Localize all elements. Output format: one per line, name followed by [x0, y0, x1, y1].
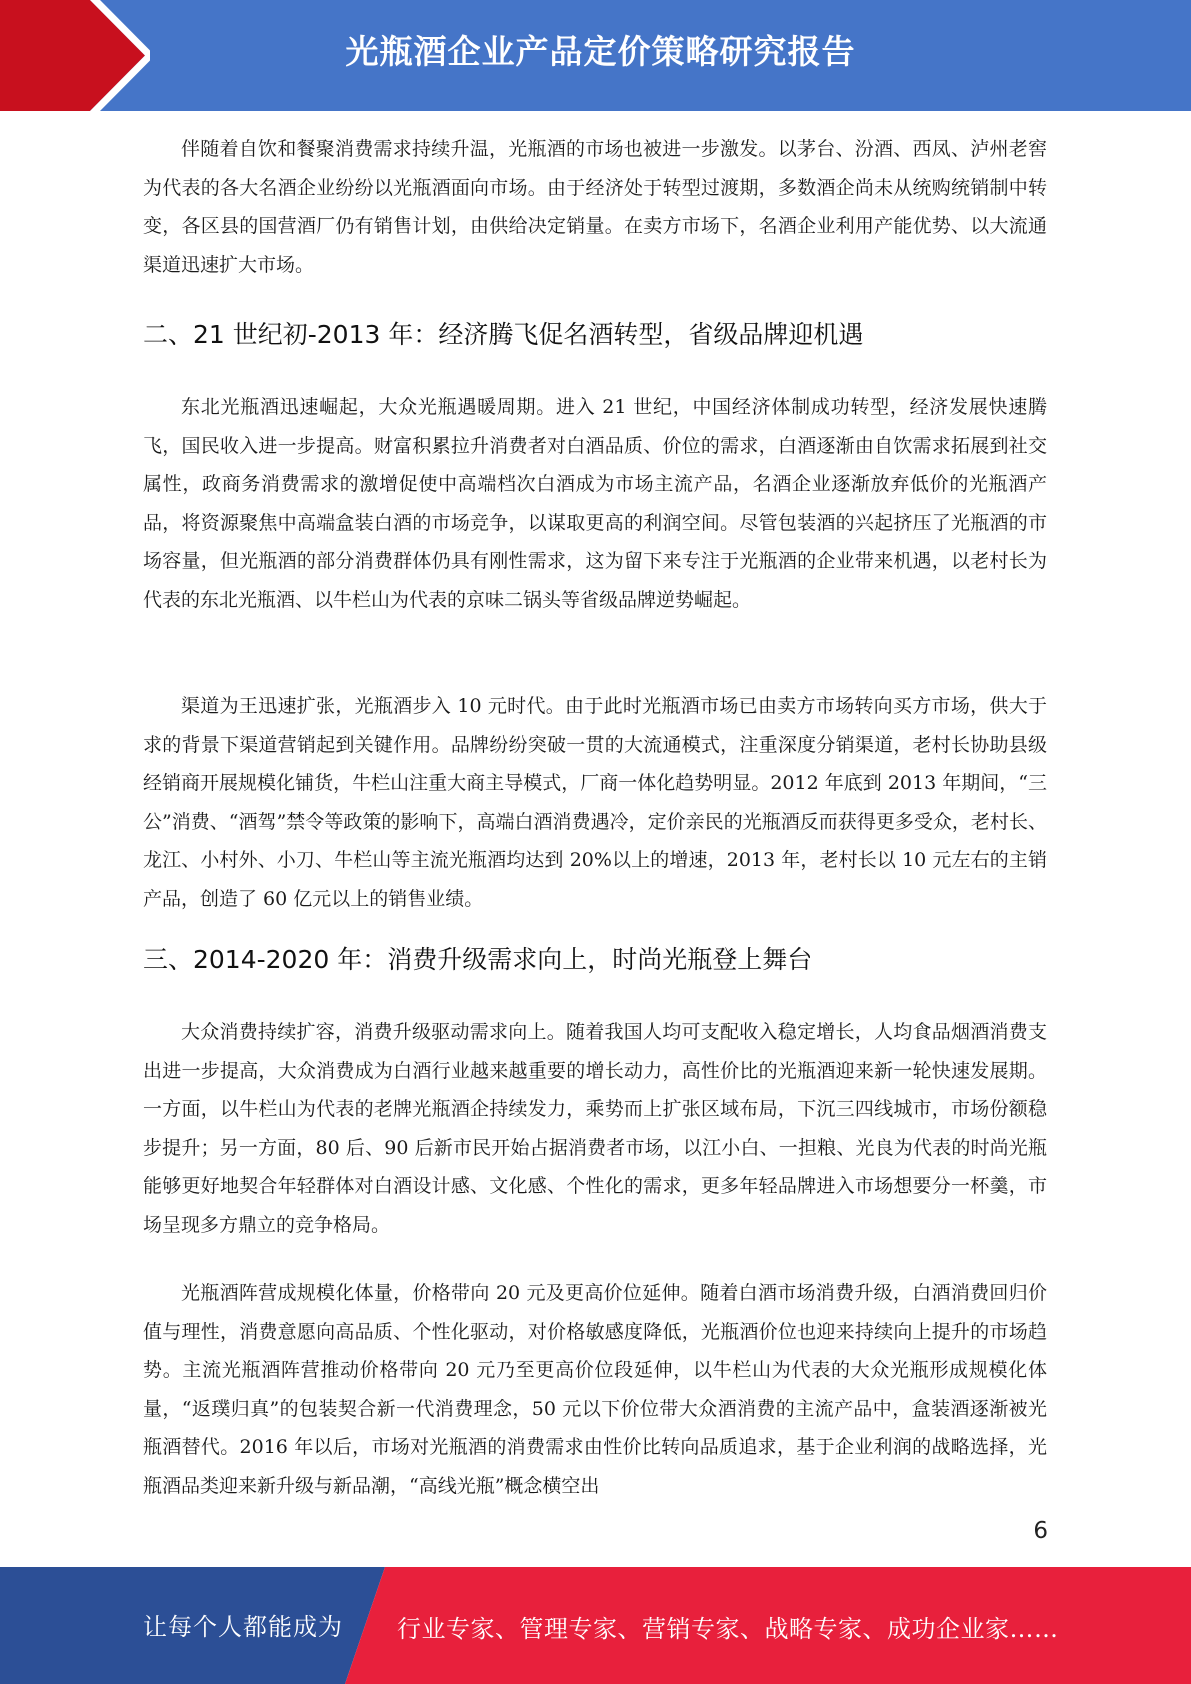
body-paragraph: 东北光瓶酒迅速崛起，大众光瓶遇暖周期。进入 21 世纪，中国经济体制成功转型，经济发展快速腾飞，国民收入进一步提高。财富积累拉升消费者对白酒品质、价位的需求，白酒逐渐由自饮需求拓展到社交属性，政商务消费需求的激增促使中高端档次白酒成为市场主流产品，名酒企业逐渐放弃低价的光瓶酒产品，将资源聚焦中高端盒装白酒的市场竞争，以谋取更高的利润空间。尽管包装酒的兴起挤压了光瓶酒的市场容量，但光瓶酒的部分消费群体仍具有刚性需求，这为留下来专注于光瓶酒的企业带来机遇，以老村长为代表的东北光瓶酒、以牛栏山为代表的京味二锅头等省级品牌逆势崛起。 [143, 396, 1047, 611]
header-banner [0, 0, 1191, 111]
page-number: 6 [1033, 1518, 1048, 1544]
body-paragraph: 光瓶酒阵营成规模化体量，价格带向 20 元及更高价位延伸。随着白酒市场消费升级，白酒消费回归价值与理性，消费意愿向高品质、个性化驱动，对价格敏感度降低，光瓶酒价位也迎来持续向上提升的市场趋势。主流光瓶酒阵营推动价格带向 20 元乃至更高价位段延伸，以牛栏山为代表的大众光瓶形成规模化体量，“返璞归真”的包装契合新一代消费理念，50 元以下价位带大众酒消费的主流产品中，盒装酒逐渐被光瓶酒替代。2016 年以后，市场对光瓶酒的消费需求由性价比转向品质追求，基于企业利润的战略选择，光瓶酒品类迎来新升级与新品潮，“高线光瓶”概念横空出 [143, 1282, 1047, 1497]
report-title: 光瓶酒企业产品定价策略研究报告 [345, 32, 856, 71]
footer-slogan-right: 行业专家、管理专家、营销专家、战略专家、成功企业家…… [397, 1615, 1059, 1643]
body-paragraph: 伴随着自饮和餐聚消费需求持续升温，光瓶酒的市场也被进一步激发。以茅台、汾酒、西凤、泸州老窖为代表的各大名酒企业纷纷以光瓶酒面向市场。由于经济处于转型过渡期，多数酒企尚未从统购统销制中转变，各区县的国营酒厂仍有销售计划，由供给决定销量。在卖方市场下，名酒企业利用产能优势、以大流通渠道迅速扩大市场。 [143, 138, 1047, 276]
body-paragraph: 大众消费持续扩容，消费升级驱动需求向上。随着我国人均可支配收入稳定增长，人均食品烟酒消费支出进一步提高，大众消费成为白酒行业越来越重要的增长动力，高性价比的光瓶酒迎来新一轮快速发展期。一方面，以牛栏山为代表的老牌光瓶酒企持续发力，乘势而上扩张区域布局，下沉三四线城市，市场份额稳步提升；另一方面，80 后、90 后新市民开始占据消费者市场，以江小白、一担粮、光良为代表的时尚光瓶能够更好地契合年轻群体对白酒设计感、文化感、个性化的需求，更多年轻品牌进入市场想要分一杯羹，市场呈现多方鼎立的竞争格局。 [143, 1021, 1047, 1236]
section-heading: 二、21 世纪初-2013 年：经济腾飞促名酒转型，省级品牌迎机遇 [143, 320, 864, 349]
footer-slogan-left: 让每个人都能成为 [143, 1613, 343, 1641]
section-heading: 三、2014-2020 年：消费升级需求向上，时尚光瓶登上舞台 [143, 945, 813, 974]
body-paragraph: 渠道为王迅速扩张，光瓶酒步入 10 元时代。由于此时光瓶酒市场已由卖方市场转向买方市场，供大于求的背景下渠道营销起到关键作用。品牌纷纷突破一贯的大流通模式，注重深度分销渠道，老村长协助县级经销商开展规模化铺货，牛栏山注重大商主导模式，厂商一体化趋势明显。2012 年底到 2013 年期间，“三公”消费、“酒驾”禁令等政策的影响下，高端白酒消费遇冷，定价亲民的光瓶酒反而获得更多受众，老村长、龙江、小村外、小刀、牛栏山等主流光瓶酒均达到 20%以上的增速，2013 年，老村长以 10 元左右的主销产品，创造了 60 亿元以上的销售业绩。 [143, 695, 1047, 910]
footer-banner [0, 1567, 1191, 1684]
